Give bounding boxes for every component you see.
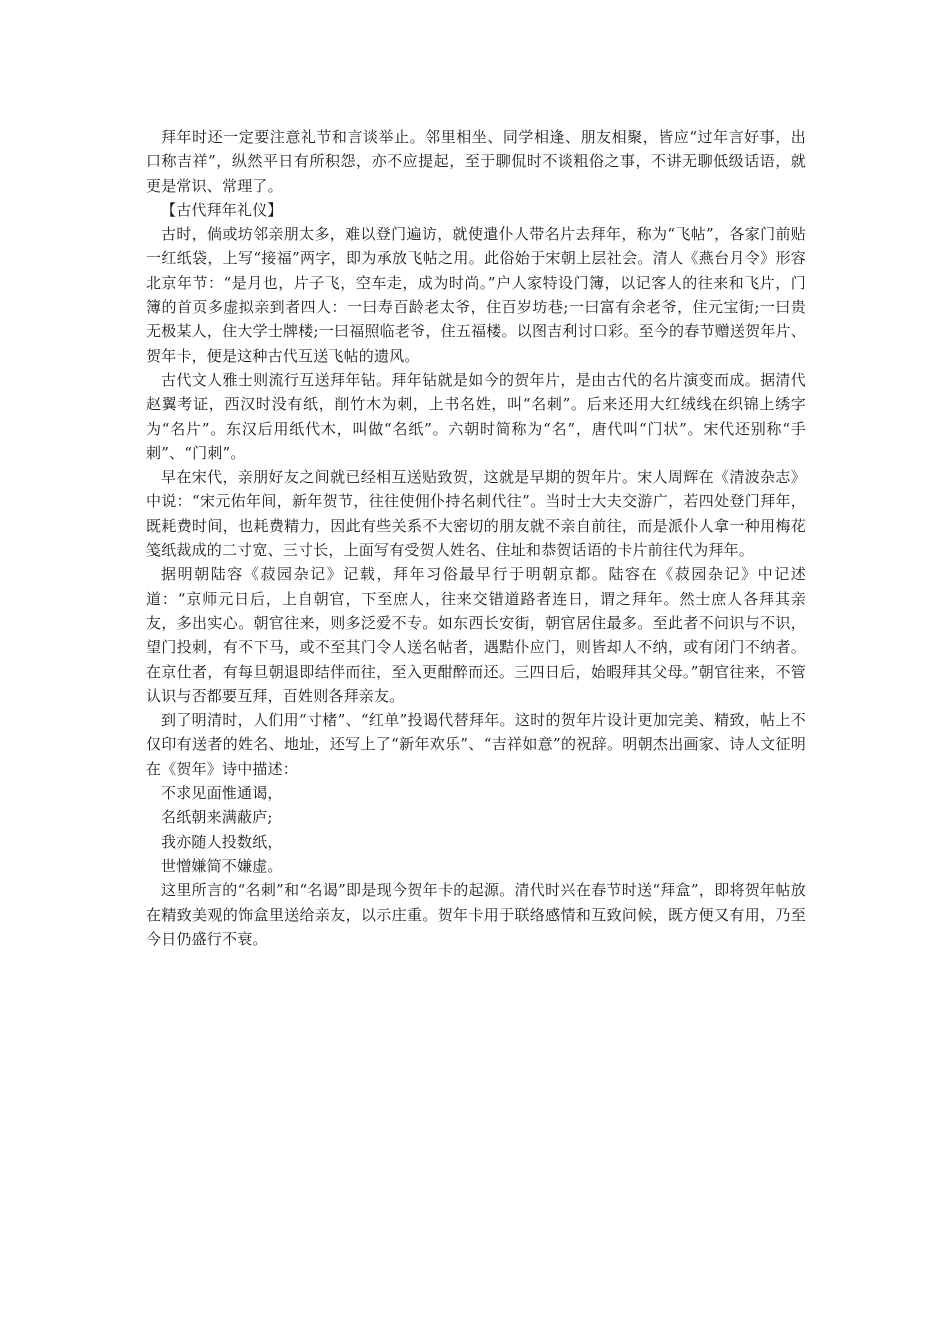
paragraph-mingci: 古代文人雅士则流行互送拜年钻。拜年钻就是如今的贺年片，是由古代的名片演变而成。据清代赵翼考证，西汉时没有纸，削竹木为刺，上书名姓，叫“名刺”。后来还用大红绒线在织锦上绣字为“名片”。东汉后用纸代木，叫做“名纸”。六朝时简称为“名”，唐代叫“门状”。宋代还别称“手刺”、“门刺”。 [146,370,806,462]
document-body [146,125,806,951]
poem-line-3: 我亦随人投数纸， [161,832,283,851]
poem-line-2: 名纸朝来满蔽庐; [161,808,273,827]
poem-line-1: 不求见面惟通谒， [161,784,283,803]
poem-line-4: 世憎嫌简不嫌虚。 [161,856,283,875]
paragraph-etiquette: 拜年时还一定要注意礼节和言谈举止。邻里相坐、同学相逢、朋友相聚，皆应“过年言好事，出口称吉祥”，纵然平日有所积怨，亦不应提起，至于聊侃时不谈粗俗之事，不讲无聊低级话语，就更是常识、常理了。 [146,128,806,195]
paragraph-feitie: 古时，倘或坊邻亲朋太多，难以登门遍访，就使遣仆人带名片去拜年，称为“飞帖”，各家门前贴一红纸袋，上写“接福”两字，即为承放飞帖之用。此俗始于宋朝上层社会。清人《燕台月令》形容北京年节：“是月也，片子飞，空车走，成为时尚。”户人家特设门簿，以记客人的往来和飞片，门簿的首页多虚拟亲到者四人：一曰寿百龄老太爷，住百岁坊巷;一曰富有余老爷，住元宝街;一曰贵无极某人，住大学士牌楼;一曰福照临老爷，住五福楼。以图吉利讨口彩。至今的春节赠送贺年片、贺年卡，便是这种古代互送飞帖的遗风。 [146,225,806,365]
section-heading: 【古代拜年礼仪】 [161,200,283,219]
paragraph-ming-qing: 到了明清时，人们用“寸楮”、“红单”投谒代替拜年。这时的贺年片设计更加完美、精致，帖上不仅印有送者的姓名、地址，还写上了“新年欢乐”、“吉祥如意”的祝辞。明朝杰出画家、诗人文征明在《贺年》诗中描述： [146,711,806,778]
paragraph-origin: 这里所言的“名刺”和“名谒”即是现今贺年卡的起源。清代时兴在春节时送“拜盒”，即将贺年帖放在精致美观的饰盒里送给亲友，以示庄重。贺年卡用于联络感情和互致问候，既方便又有用，乃至今日仍盛行不衰。 [146,881,806,948]
paragraph-song-dynasty: 早在宋代，亲朋好友之间就已经相互送贴致贺，这就是早期的贺年片。宋人周辉在《清波杂志》中说：“宋元佑年间，新年贺节，往往使佣仆持名刺代往”。当时士大夫交游广，若四处登门拜年，既耗费时间，也耗费精力，因此有些关系不大密切的朋友就不亲自前往，而是派仆人拿一种用梅花笺纸裁成的二寸宽、三寸长，上面写有受贺人姓名、住址和恭贺话语的卡片前往代为拜年。 [146,468,806,560]
paragraph-ming-dynasty: 据明朝陆容《菽园杂记》记载，拜年习俗最早行于明朝京都。陆容在《菽园杂记》中记述道：“京师元日后，上自朝官，下至庶人，往来交错道路者连日，谓之拜年。然士庶人各拜其亲友，多出实心。朝官往来，则多泛爱不专。如东西长安街，朝官居住最多。至此者不问识与不识，望门投刺，有不下马，或不至其门令人送名帖者，遇黠仆应门，则皆却人不纳，或有闭门不纳者。在京仕者，有每旦朝退即结伴而往，至入更酣醉而还。三四日后，始暇拜其父母。”朝官往来，不管认识与否都要互拜，百姓则各拜亲友。 [146,565,806,705]
